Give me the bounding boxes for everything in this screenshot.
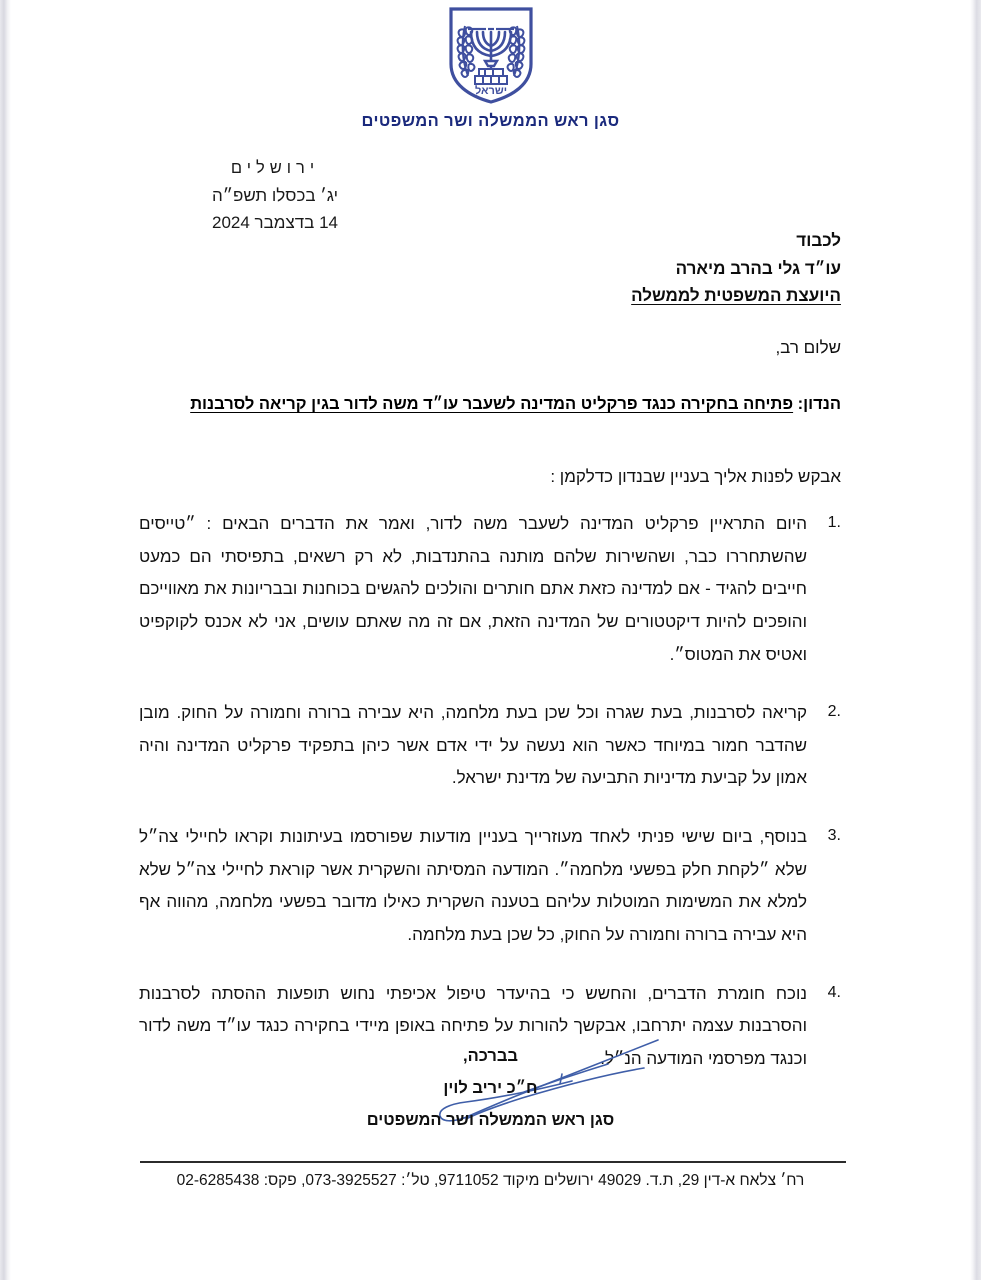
emblem-container <box>0 6 981 104</box>
subject-topic: פתיחה בחקירה כנגד פרקליט המדינה לשעבר עו״ד משה לדור בגין קריאה לסרבנות <box>190 395 794 413</box>
signature-closing: בברכה, <box>462 1047 518 1065</box>
signature-title: סגן ראש הממשלה ושר המשפטים <box>366 1111 615 1130</box>
date-block <box>140 155 410 237</box>
greeting: שלום רב, <box>775 338 841 357</box>
signature-block <box>0 1040 981 1137</box>
paragraph-text: היום התראיין פרקליט המדינה לשעבר משה לדור, ואמר את הדברים הבאים : ״טייסים שהשתחררו כבר, ושהשירות שלהם מותנה בהתנדבות, לא רק רשאים, בתפיסתי הם כמעט חייבים להגיד - אם למדינה כזאת אתם חותרים והולכים להגשים בכוחנות ובבריונות את מאווייכם והופכים להיות דיקטטורים של המדינה הזאת, אם זה מה שאתם עושים, אני לא אכנס לקוקפיט ואטיס את המטוס״. <box>139 514 807 664</box>
paragraph-text: קריאה לסרבנות, בעת שגרה וכל שכן בעת מלחמה, היא עבירה ברורה וחמורה על החוק. מובן שהדבר חמור במיוחד כאשר הוא נעשה על ידי אדם אשר כיהן בתפקיד פרקליט המדינה והיה אמון על קביעת מדיניות התביעה של מדינת ישראל. <box>139 703 807 788</box>
signature-inner <box>321 1040 661 1137</box>
paragraph-number: 1. <box>827 514 841 531</box>
gregorian-date: 14 בדצמבר 2024 <box>212 213 338 233</box>
paragraph-number: 3. <box>827 827 841 844</box>
hebrew-date: יג׳ בכסלו תשפ״ה <box>211 185 339 205</box>
addressee-name: עו״ד גלי בהרב מיארה <box>675 258 841 278</box>
body-paragraph <box>139 821 841 952</box>
intro-line: אבקש לפנות אליך בעניין שבנדון כדלקמן : <box>550 467 841 486</box>
footer-divider <box>140 1161 846 1163</box>
body-paragraph-list <box>139 508 841 1101</box>
paragraph-number: 2. <box>827 703 841 721</box>
addressee-to: לכבוד <box>796 231 841 250</box>
paragraph-text: בנוסף, ביום שישי פניתי לאחד מעוזרייך בעניין מודעות שפורסמו בעיתונות וקראו לחיילי צה״ל שלא ״לקחת חלק בפשעי מלחמה״. המודעה המסיתה והשקרית אשר קוראת לחיילי צה״ל שלא למלא את המשימות המוטלות עליהם בטענה השקרית כאילו מדובר בפשעי מלחמה, מהווה אף היא עבירה ברורה וחמורה על החוק, כל שכן בעת מלחמה. <box>139 827 807 944</box>
paragraph-number: 4. <box>827 983 841 1001</box>
ministry-header: סגן ראש הממשלה ושר המשפטים <box>361 112 620 130</box>
addressee-title: היועצת המשפטית לממשלה <box>631 286 841 306</box>
emblem-word: ישראל <box>474 85 507 97</box>
addressee-block <box>421 227 841 310</box>
footer-address: רח׳ צלאח א-דין 29, ת.ד. 49029 ירושלים מיקוד 9711052, טל׳: 073-3925527, פקס: 02-6285438 <box>176 1172 805 1189</box>
body-paragraph <box>139 697 841 795</box>
subject-line <box>131 395 841 414</box>
paragraph-text: נוכח חומרת הדברים, והחשש כי בהיעדר טיפול אכיפתי נחוש תופעות ההסתה לסרבנות והסרבנות עצמה יתרחבו, אבקשך להורות על פתיחה באופן מיידי בחקירה כנגד עו״ד משה לדור וכנגד מפרסמי המודעה הנ״ל. <box>139 983 807 1068</box>
signature-name: ח״כ יריב לוין <box>443 1079 538 1098</box>
israel-state-emblem-icon <box>447 6 535 104</box>
subject-label: הנדון: <box>793 395 841 413</box>
city-label: ירושלים <box>230 159 320 177</box>
body-paragraph <box>139 508 841 671</box>
